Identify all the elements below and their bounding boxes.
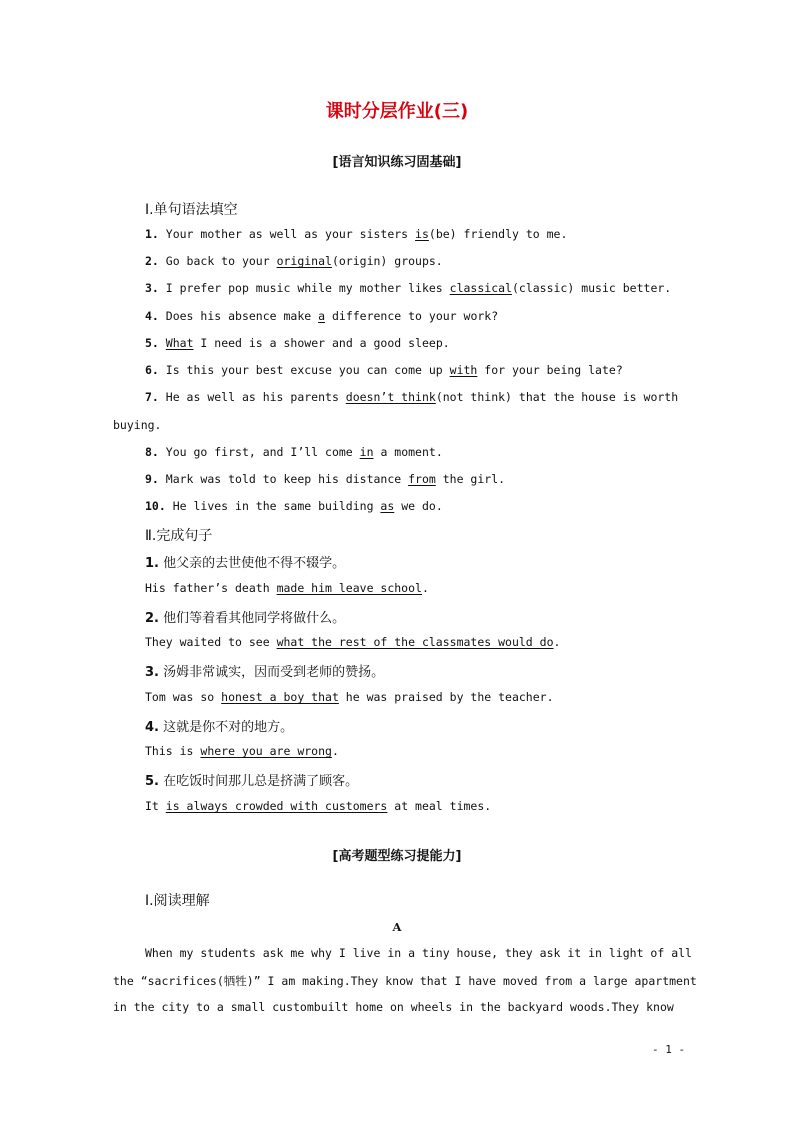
answer: in [359,445,374,459]
passage-line: in the city to a small custombuilt home on wheels in the backyard woods.They know [113,1000,674,1014]
answer: classical [449,281,512,295]
passage-line: the “sacrifices(牺牲)” I am making.They know that I have moved from a large apartment [113,974,697,988]
sentence-answer: It is always crowded with customers at meal times. [145,799,492,813]
sentence-answer: They waited to see what the rest of the classmates would do. [145,635,561,649]
answer: is [415,227,429,241]
sentence-prompt: 2. 他们等着看其他同学将做什么。 [145,611,346,626]
answer: original [276,254,332,268]
fill-item: 5. What I need is a shower and a good sleep. [145,336,450,350]
answer: is always crowded with customers [165,799,388,813]
sentence-prompt: 4. 这就是你不对的地方。 [145,720,294,735]
answer: what the rest of the classmates would do [276,635,554,649]
fill-item: 6. Is this your best excuse you can come up with for your being late? [145,363,623,377]
sentence-prompt: 5. 在吃饭时间那儿总是挤满了顾客。 [145,774,359,789]
sentence-answer: This is where you are wrong. [145,744,339,758]
passage-line: When my students ask me why I live in a tiny house, they ask it in light of all [145,946,692,960]
answer: honest a boy that [221,690,339,704]
fill-item: 8. You go first, and I’ll come in a moment. [145,445,443,459]
fill-item: 3. I prefer pop music while my mother likes classical(classic) music better. [145,281,672,295]
page-number: - 1 - [652,1043,686,1056]
fill-item: 2. Go back to your original(origin) groups. [145,254,443,268]
answer: doesn’t think [345,390,436,404]
page-title: 课时分层作业(三) [325,101,469,122]
fill-item: 7. He as well as his parents doesn’t think(not think) that the house is worth [145,390,679,404]
part-heading-fill-blank: Ⅰ.单句语法填空 [145,202,238,218]
answer: from [408,472,436,486]
sentence-answer: Tom was so honest a boy that he was praised by the teacher. [145,690,554,704]
answer: made him leave school [276,581,422,595]
part-heading-complete-sentences: Ⅱ.完成句子 [145,528,213,544]
passage-title: A [392,920,402,934]
sentence-prompt: 3. 汤姆非常诚实，因而受到老师的赞扬。 [145,665,385,680]
fill-item: 4. Does his absence make a difference to your work? [145,309,499,323]
section-header-exam: [高考题型练习提能力] [332,849,462,864]
part-heading-reading: Ⅰ.阅读理解 [145,893,210,909]
fill-item: 9. Mark was told to keep his distance from the girl. [145,472,506,486]
answer: with [449,363,478,377]
fill-item-continuation: buying. [113,418,162,432]
sentence-prompt: 1. 他父亲的去世使他不得不辍学。 [145,556,346,571]
section-header-language: [语言知识练习固基础] [332,155,462,170]
sentence-answer: His father’s death made him leave school. [145,581,429,595]
answer: as [380,499,395,513]
answer: a [318,309,326,323]
fill-item: 1. Your mother as well as your sisters is(be) friendly to me. [145,227,568,241]
answer: where you are wrong [200,744,332,758]
answer: What [165,336,194,350]
fill-item: 10. He lives in the same building as we do. [145,499,443,513]
